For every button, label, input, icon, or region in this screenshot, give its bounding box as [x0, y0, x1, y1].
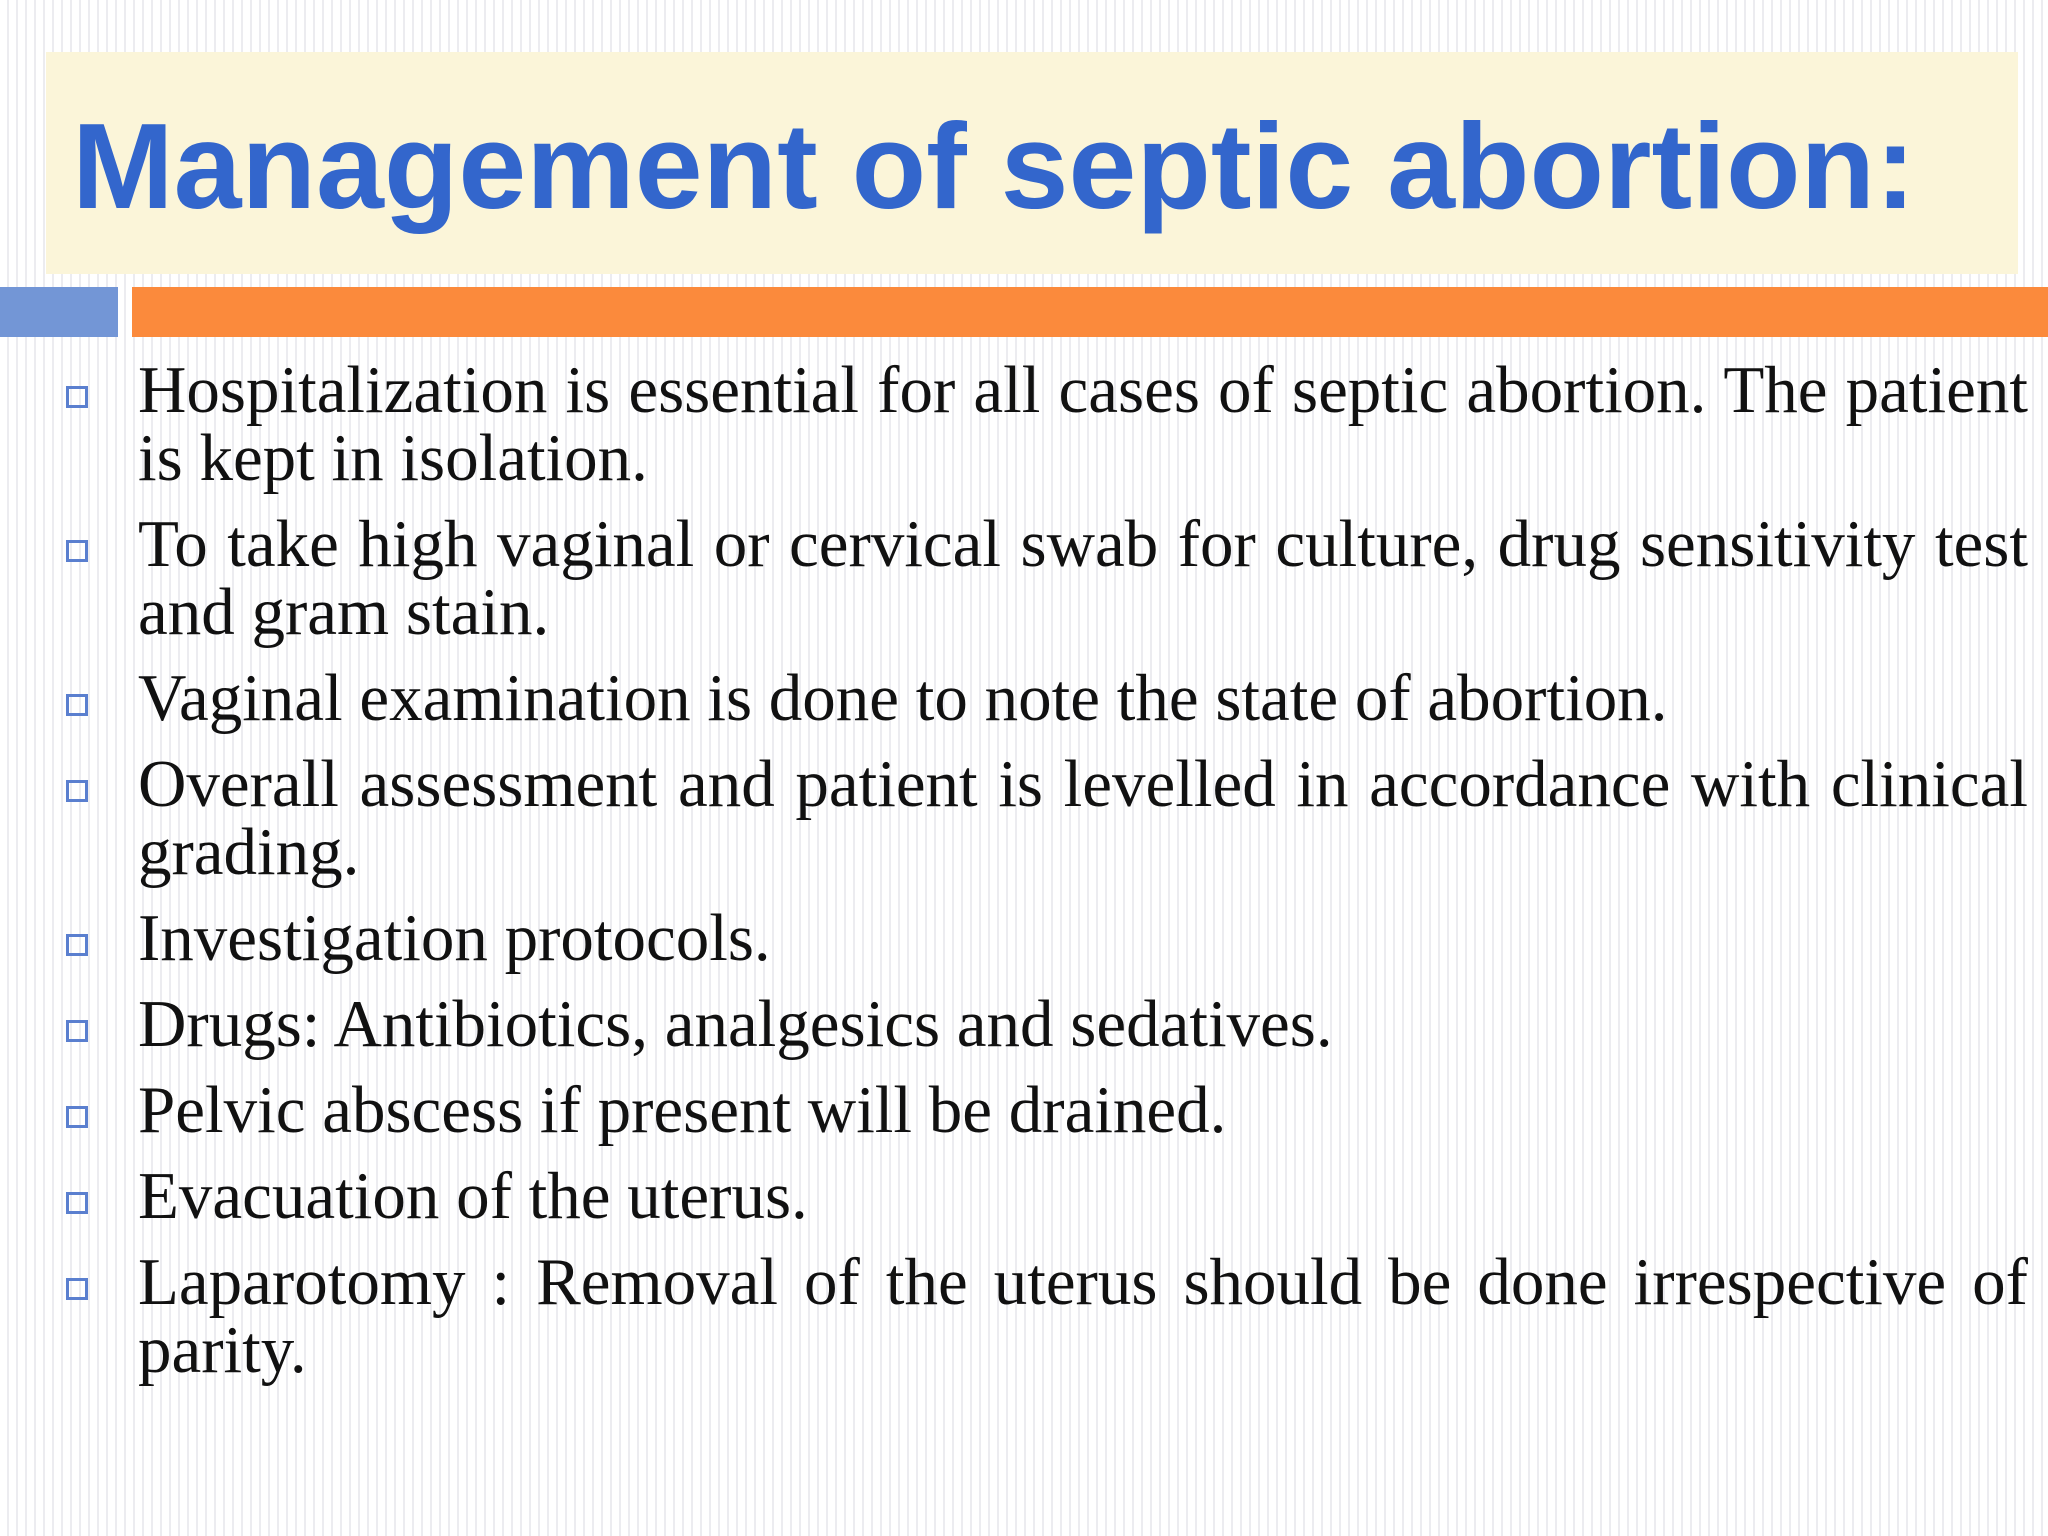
- hollow-square-icon: [66, 386, 88, 408]
- accent-bar-orange: [132, 287, 2048, 337]
- bullet-text: Laparotomy : Removal of the uterus should be done irrespective of parity.: [138, 1245, 2028, 1387]
- list-item: [66, 1073, 2028, 1147]
- hollow-square-icon: [66, 1106, 88, 1128]
- list-item: [66, 987, 2028, 1061]
- bullet-text: To take high vaginal or cervical swab for culture, drug sensitivity test and gram stain.: [138, 507, 2028, 649]
- bullet-text: Drugs: Antibiotics, analgesics and sedatives.: [138, 987, 1333, 1061]
- bullet-text: Overall assessment and patient is levelled in accordance with clinical grading.: [138, 747, 2028, 889]
- hollow-square-icon: [66, 934, 88, 956]
- list-item: [66, 353, 2028, 495]
- bullet-text: Vaginal examination is done to note the state of abortion.: [138, 661, 1668, 735]
- slide-title: Management of septic abortion:: [72, 98, 1916, 234]
- accent-bar-blue: [0, 287, 118, 337]
- list-item: [66, 901, 2028, 975]
- bullet-text: Investigation protocols.: [138, 901, 771, 975]
- hollow-square-icon: [66, 780, 88, 802]
- bullet-text: Pelvic abscess if present will be drained.: [138, 1073, 1227, 1147]
- bullet-text: Hospitalization is essential for all cases of septic abortion. The patient is kept in isolation.: [138, 353, 2028, 495]
- list-item: [66, 661, 2028, 735]
- hollow-square-icon: [66, 1192, 88, 1214]
- hollow-square-icon: [66, 540, 88, 562]
- list-item: [66, 1245, 2028, 1387]
- title-box: [46, 52, 2018, 274]
- bullet-list: [66, 353, 2028, 1402]
- hollow-square-icon: [66, 1020, 88, 1042]
- hollow-square-icon: [66, 1278, 88, 1300]
- bullet-text: Evacuation of the uterus.: [138, 1159, 808, 1233]
- list-item: [66, 507, 2028, 649]
- hollow-square-icon: [66, 694, 88, 716]
- list-item: [66, 747, 2028, 889]
- list-item: [66, 1159, 2028, 1233]
